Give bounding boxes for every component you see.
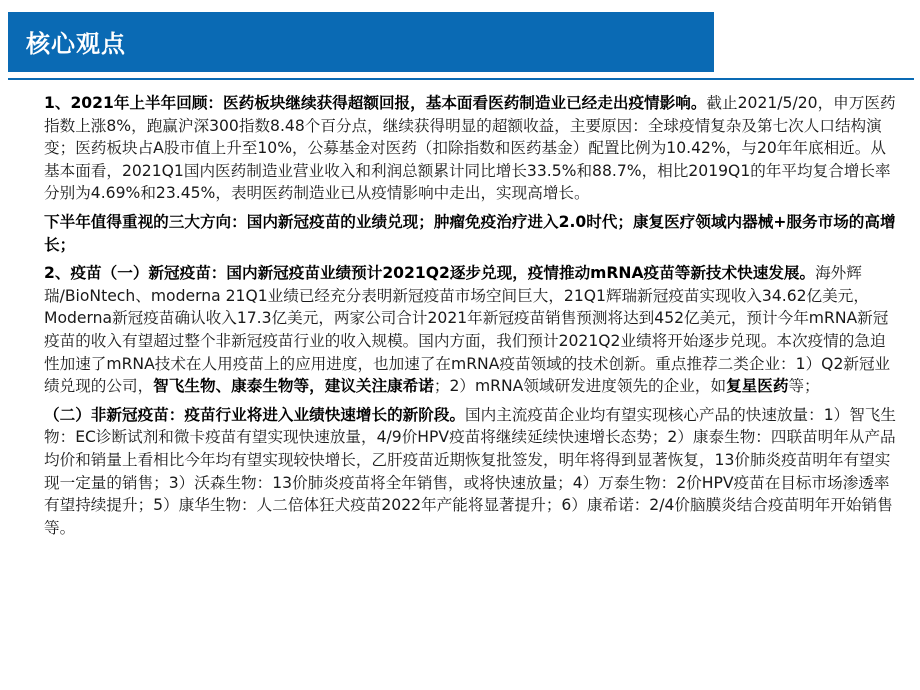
paragraph-directions [44, 211, 896, 256]
covid-vaccine-recommend-1: 智飞生物、康泰生物等，建议关注康希诺 [153, 377, 434, 396]
content-body [44, 92, 896, 545]
non-covid-heading: （二）非新冠疫苗：疫苗行业将进入业绩快速增长的新阶段。 [44, 405, 466, 424]
slide-title: 核心观点 [26, 30, 126, 58]
non-covid-body: 国内主流疫苗企业均有望实现核心产品的快速放量：1）智飞生物：EC诊断试剂和微卡疫苗有望实现快速放量，4/9价HPV疫苗将继续延续快速增长态势；2）康泰生物：四联苗明年从产品均价和销量上看相比今年均有望实现较快增长，乙肝疫苗近期恢复批签发，明年将得到显著恢复，13价肺炎疫苗明年有望实现一定量的销售；3）沃森生物：13价肺炎疫苗将全年销售，或将快速放量；4）万泰生物：2价HPV疫苗在目标市场渗透率有望持续提升；5）康华生物：人二倍体狂犬疫苗2022年产能将显著提升；6）康希诺：2/4价脑膜炎结合疫苗明年开始销售等。 [44, 405, 896, 537]
paragraph-review [44, 92, 896, 205]
directions-heading: 下半年值得重视的三大方向：国内新冠疫苗的业绩兑现；肿瘤免疫治疗进入2.0时代；康复医疗领域内器械+服务市场的高增长； [44, 212, 896, 254]
title-bar [8, 12, 714, 72]
title-divider [8, 78, 914, 80]
covid-vaccine-recommend-2: 复星医药 [726, 377, 789, 396]
covid-vaccine-heading: 2、疫苗（一）新冠疫苗：国内新冠疫苗业绩预计2021Q2逐步兑现，疫情推动mRNA疫苗等新技术快速发展。 [44, 264, 816, 283]
covid-vaccine-body: 海外辉瑞/BioNtech、moderna 21Q1业绩已经充分表明新冠疫苗市场空间巨大，21Q1辉瑞新冠疫苗实现收入34.62亿美元，Moderna新冠疫苗确认收入17.3亿美元，两家公司合计2021年新冠疫苗销售预测将达到452亿美元，预计今年mRNA新冠疫苗的收入有望超过整个非新冠疫苗行业的收入规模。国内方面，我们预计2021Q2业绩将开始逐步兑现。本次疫情的急迫性加速了mRNA技术在人用疫苗上的应用进度，也加速了在mRNA疫苗领域的技术创新。重点推荐二类企业：1）Q2新冠业绩兑现的公司， [44, 264, 891, 396]
covid-vaccine-body-2: ；2）mRNA领域研发进度领先的企业，如 [433, 377, 727, 396]
review-body: 截止2021/5/20，申万医药指数上涨8%，跑赢沪深300指数8.48个百分点，继续获得明显的超额收益，主要原因：全球疫情复杂及第七次人口结构演变；医药板块占A股市值上升至10%，公募基金对医药（扣除指数和医药基金）配置比例为10.42%，与20年年底相近。从基本面看，2021Q1国内医药制造业营业收入和利润总额累计同比增长33.5%和88.7%，相比2019Q1的年平均复合增长率分别为4.69%和23.45%，表明医药制造业已从疫情影响中走出，实现高增长。 [44, 94, 896, 203]
review-heading: 1、2021年上半年回顾：医药板块继续获得超额回报，基本面看医药制造业已经走出疫情影响。 [44, 94, 707, 112]
paragraph-covid-vaccine [44, 262, 896, 398]
covid-vaccine-body-3: 等； [788, 377, 820, 396]
paragraph-non-covid-vaccine [44, 404, 896, 540]
